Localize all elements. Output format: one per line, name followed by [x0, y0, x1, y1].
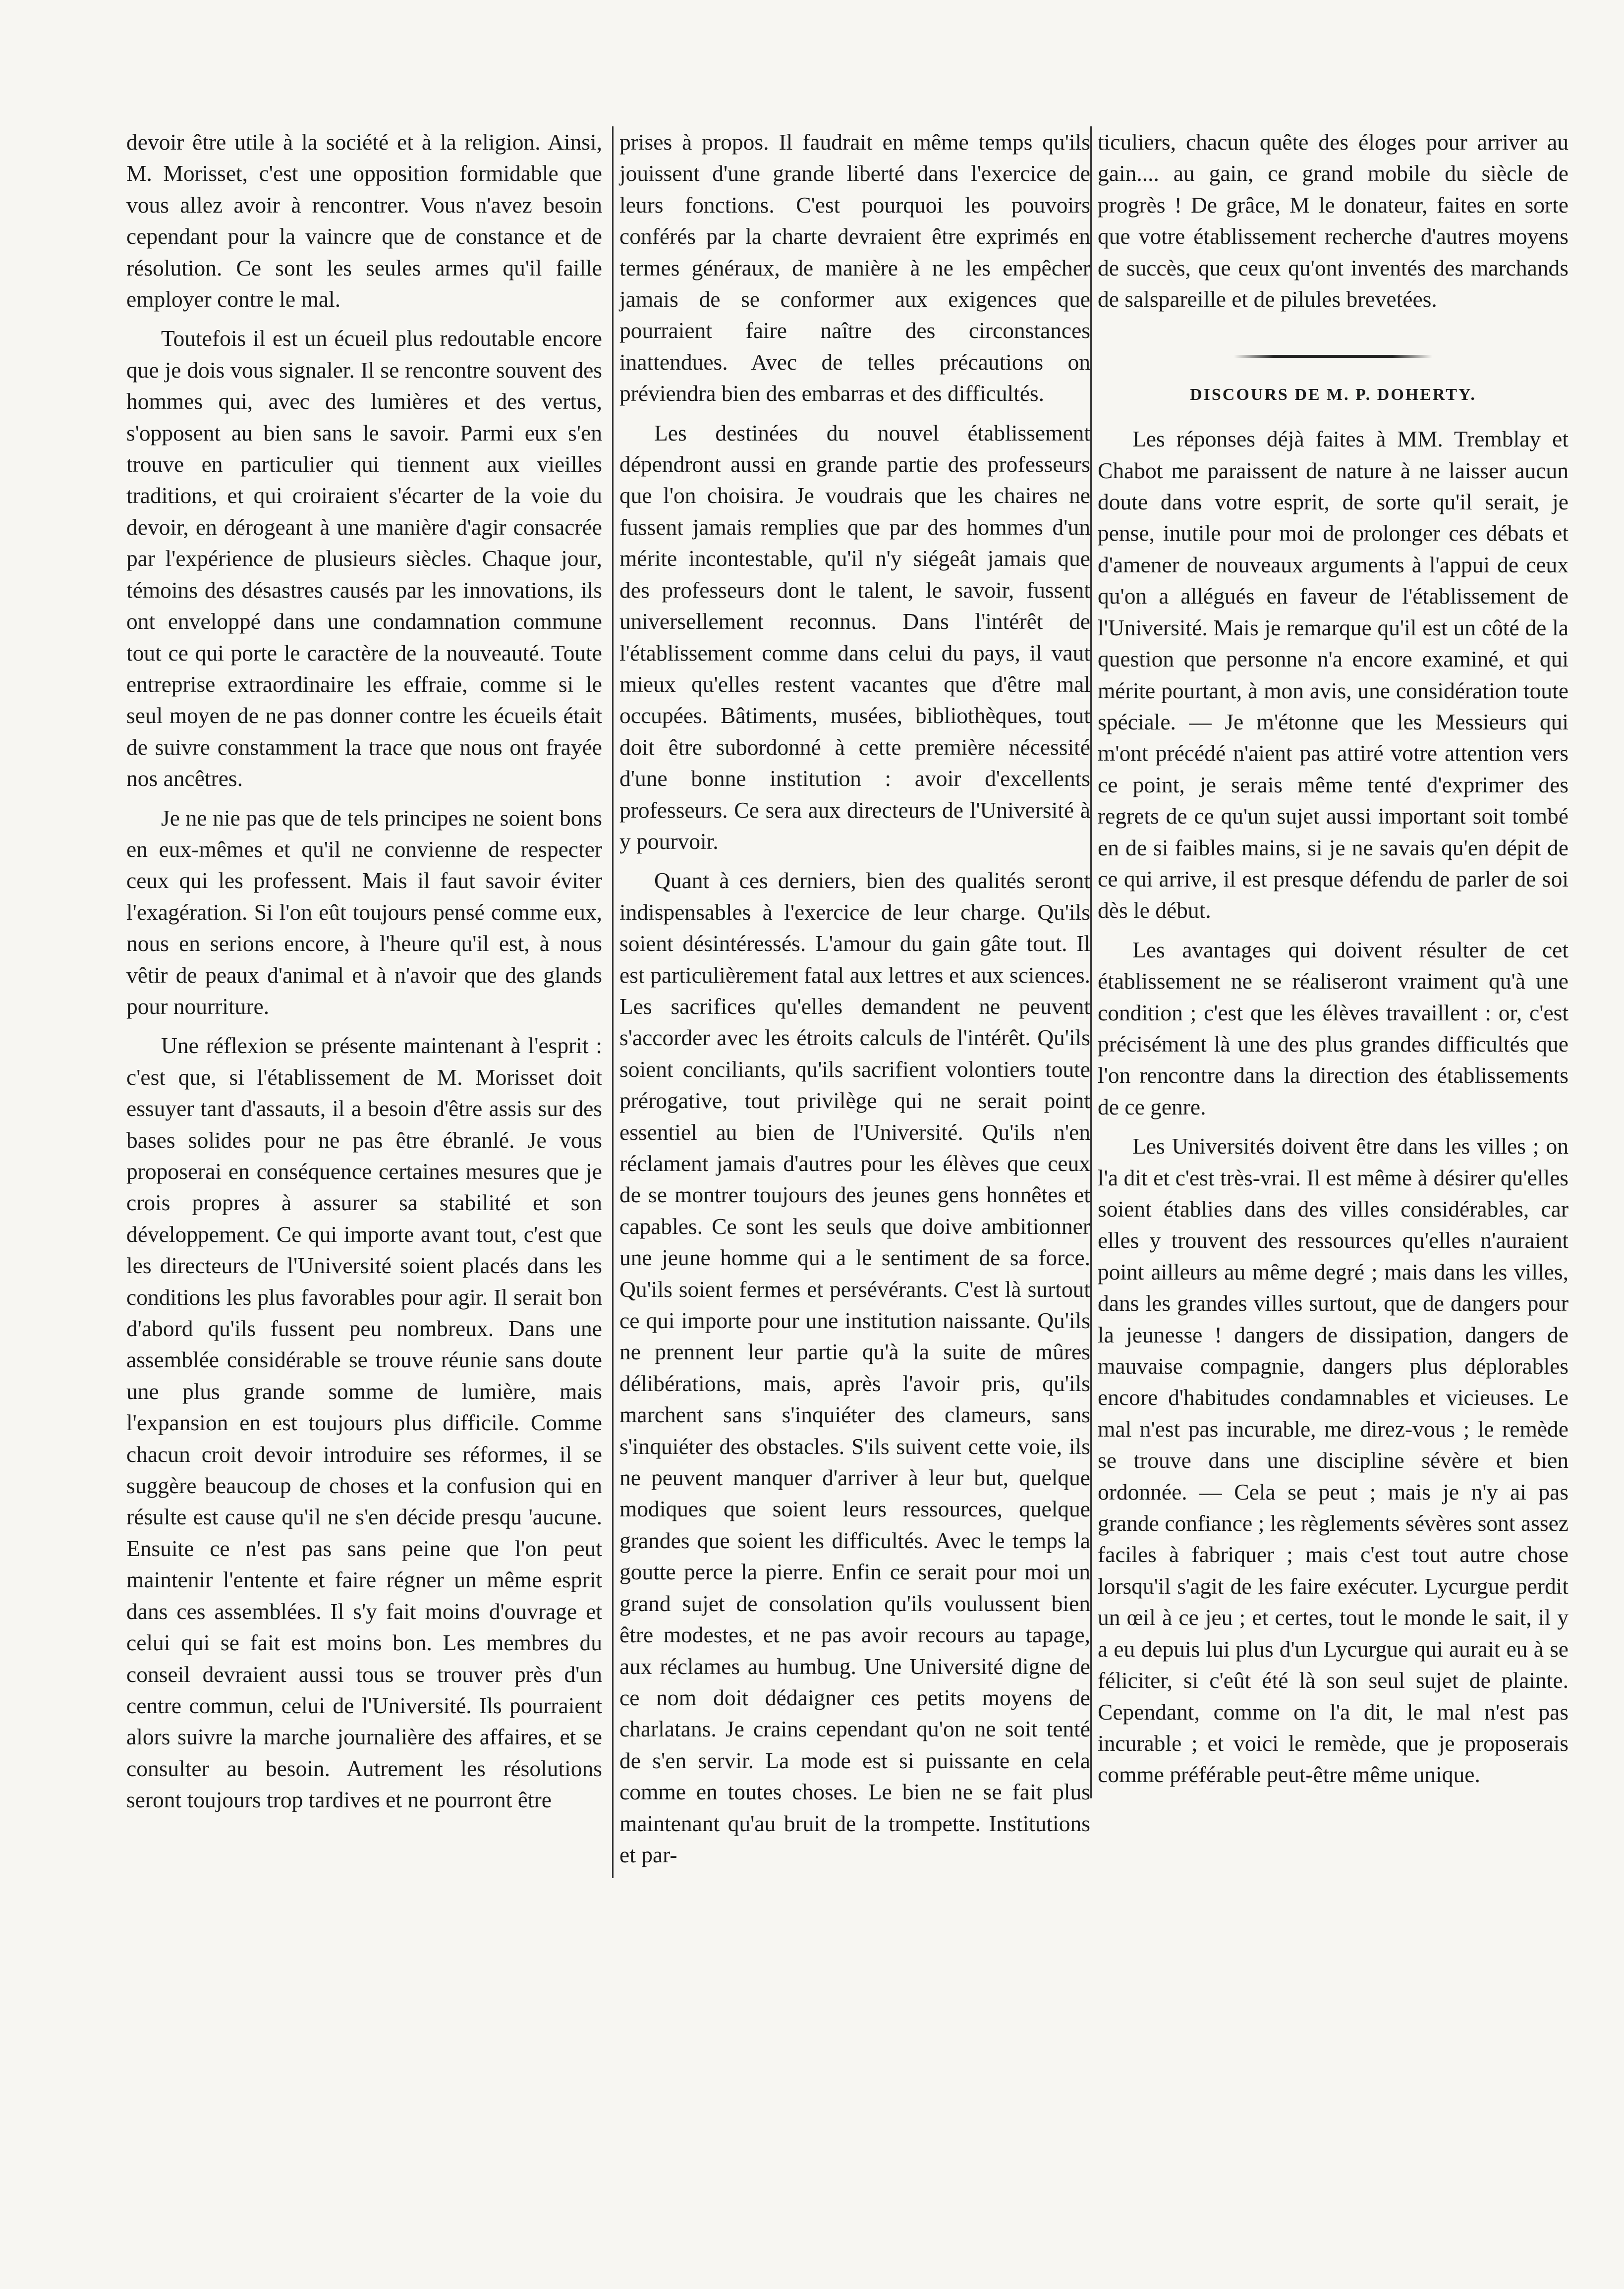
paragraph: Je ne nie pas que de tels principes ne soient bons en eux-mêmes et qu'il ne convienne de respecter ceux qui les professent. Mais il faut savoir éviter l'exagération. Si l'on eût toujours pensé comme eux, nous en serions encore, à l'heure qu'il est, à nous vêtir de peaux d'animal et à n'avoir que des glands pour nourriture.: [126, 805, 602, 1019]
paragraph: Quant à ces derniers, bien des qualités seront indispensables à l'exercice de leur charge. Qu'ils soient désintéressés. L'amour du gain gâte tout. Il est particulièrement fatal aux lettres et aux sciences. Les sacrifices qu'elles demandent ne peuvent s'accorder avec les étroits calculs de l'intérêt. Qu'ils soient conciliants, qu'ils sacrifient volontiers toute prérogative, tout privilège qui ne serait point essentiel au bien de l'Université. Qu'ils n'en réclament jamais d'autres pour les élèves que ceux de se montrer toujours des jeunes gens honnêtes et capables. Ce sont les seuls que doive ambitionner une jeune homme qui a le sentiment de sa force. Qu'ils soient fermes et persévérants. C'est là surtout ce qui importe pour une institution naissante. Qu'ils ne prennent leur partie qu'à la suite de mûres délibérations, mais, après l'avoir pris, qu'ils marchent sans s'inquiéter des clameurs, sans s'inquiéter des obstacles. S'ils suivent cette voie, ils ne peuvent manquer d'arriver à leur but, quelque modiques que soient leurs ressources, quelque grandes que soient les difficultés. Avec le temps la goutte perce la pierre. Enfin ce serait pour moi un grand sujet de consolation qu'ils voulussent bien être modestes, et ne pas avoir recours au tapage, aux réclames au humbug. Une Université digne de ce nom doit dédaigner ces petits moyens de charlatans. Je crains cependant qu'on ne soit tenté de s'en servir. La mode est si puissante en cela comme en toutes choses. Le bien ne se fait plus maintenant qu'au bruit de la trompette. Institutions et par-: [619, 868, 1090, 1867]
paragraph: Les avantages qui doivent résulter de cet établissement ne se réaliseront vraiment qu'à une condition ; c'est que les élèves travaillent : or, c'est précisément là une des plus grandes difficultés que l'on rencontre dans la direction des établissements de ce genre.: [1098, 937, 1568, 1119]
paragraph: devoir être utile à la société et à la religion. Ainsi, M. Morisset, c'est une opposition formidable que vous allez avoir à rencontrer. Vous n'avez besoin cependant pour la vaincre que de constance et de résolution. Ce sont les seules armes qu'il faille employer contre le mal.: [126, 129, 602, 312]
paragraph: Les Universités doivent être dans les villes ; on l'a dit et c'est très-vrai. Il est même à désirer qu'elles soient établies dans des villes considérables, car elles y trouvent des ressources qu'elles n'auraient point ailleurs au même degré ; mais dans les villes, dans les grandes villes surtout, que de dangers pour la jeunesse ! dangers de dissipation, dangers de mauvaise compagnie, dangers plus déplorables encore d'habitudes condamnables et vicieuses. Le mal n'est pas incurable, me direz-vous ; le remède se trouve dans une discipline sévère et bien ordonnée. — Cela se peut ; mais je n'y ai pas grande confiance ; les règlements sévères sont assez faciles à fabriquer ; mais c'est tout autre chose lorsqu'il s'agit de les faire exécuter. Lycurgue perdit un œil à ce jeu ; et certes, tout le monde le sait, il y a eu depuis lui plus d'un Lycurgue qui aurait eu à se féliciter, si c'eût été là son seul sujet de plainte. Cependant, comme on l'a dit, le mal n'est pas incurable ; et voici le remède, que je proposerais comme préférable peut-être même unique.: [1098, 1133, 1568, 1787]
column-2: [612, 126, 1090, 1878]
paragraph: prises à propos. Il faudrait en même temps qu'ils jouissent d'une grande liberté dans l'exercice de leurs fonctions. C'est pourquoi les pouvoirs conférés par la charte devraient être exprimés en termes généraux, de manière à ne les empêcher jamais de se conformer aux exigences que pourraient faire naître des circonstances inattendues. Avec de telles précautions on préviendra bien des embarras et des difficultés.: [619, 129, 1090, 406]
paragraph: Une réflexion se présente maintenant à l'esprit : c'est que, si l'établissement de M. Morisset doit essuyer tant d'assauts, il a besoin d'être assis sur des bases solides pour ne pas être ébranlé. Je vous proposerai en conséquence certaines mesures que je crois propres à assurer sa stabilité et son développement. Ce qui importe avant tout, c'est que les directeurs de l'Université soient placés dans les conditions les plus favorables pour agir. Il serait bon d'abord qu'ils fussent peu nombreux. Dans une assemblée considérable se trouve réunie sans doute une plus grande somme de lumière, mais l'expansion en est toujours plus difficile. Comme chacun croit devoir introduire ses réformes, il se suggère beaucoup de choses et la confusion qui en résulte est cause qu'il ne s'en décide presqu 'aucune. Ensuite ce n'est pas sans peine que l'on peut maintenir l'entente et faire régner un même esprit dans ces assemblées. Il s'y fait moins d'ouvrage et celui qui se fait est moins bon. Les membres du conseil devraient aussi tous se trouver près d'un centre commun, celui de l'Université. Ils pourraient alors suivre la marche journalière des affaires, et se consulter au besoin. Autrement les résolutions seront toujours trop tardives et ne pourront être: [126, 1033, 602, 1813]
paragraph: Les réponses déjà faites à MM. Tremblay et Chabot me paraissent de nature à ne laisser aucun doute dans votre esprit, de sorte qu'il serait, je pense, inutile pour moi de prolonger ces débats et d'amener de nouveaux arguments à l'appui de ceux qu'on a allégués en faveur de l'établissement de l'Université. Mais je remarque qu'il est un côté de la question que personne n'a encore examiné, et qui mérite pourtant, à mon avis, une considération toute spéciale. — Je m'étonne que les Messieurs qui m'ont précédé n'aient pas attiré votre attention vers ce point, je serais même tenté d'exprimer des regrets de ce qu'un sujet aussi important soit tombé en de si faibles mains, si je ne savais qu'en dépit de ce qui arrive, il est presque défendu de parler de soi dès le début.: [1098, 426, 1568, 923]
paragraph: Les destinées du nouvel établissement dépendront aussi en grande partie des professeurs que l'on choisira. Je voudrais que les chaires ne fussent jamais remplies que par des hommes d'un mérite incontestable, qu'il n'y siégeât jamais que des professeurs dont le talent, le savoir, fussent universellement reconnus. Dans l'intérêt de l'établissement comme dans celui du pays, il vaut mieux qu'elles restent vacantes que d'être mal occupées. Bâtiments, musées, bibliothèques, tout doit être subordonné à cette première nécessité d'une bonne institution : avoir d'excellents professeurs. Ce sera aux directeurs de l'Université à y pourvoir.: [619, 420, 1090, 854]
column-1: [126, 126, 602, 1824]
paragraph: Toutefois il est un écueil plus redoutable encore que je dois vous signaler. Il se rencontre souvent des hommes qui, avec des lumières et des vertus, s'opposent au bien sans le savoir. Parmi eux s'en trouve en particulier qui tiennent aux vieilles traditions, et qui croiraient s'écarter de la voie du devoir, en dérogeant à une manière d'agir consacrée par l'expérience de plusieurs siècles. Chaque jour, témoins des désastres causés par les innovations, ils ont enveloppé dans une condamnation commune tout ce qui porte le caractère de la nouveauté. Toute entreprise extraordinaire les effraie, comme si le seul moyen de ne pas donner contre les écueils était de suivre constamment la trace que nous ont frayée nos ancêtres.: [126, 326, 602, 791]
section-divider: [1098, 335, 1568, 366]
column-3: [1090, 126, 1568, 1798]
section-heading: DISCOURS DE M. P. DOHERTY.: [1190, 385, 1476, 404]
paragraph: ticuliers, chacun quête des éloges pour arriver au gain.... au gain, ce grand mobile du siècle de progrès ! De grâce, M le donateur, faites en sorte que votre établissement recherche d'autres moyens de succès, que ceux qu'ont inventés des marchands de salspareille et de pilules brevetées.: [1098, 129, 1568, 312]
